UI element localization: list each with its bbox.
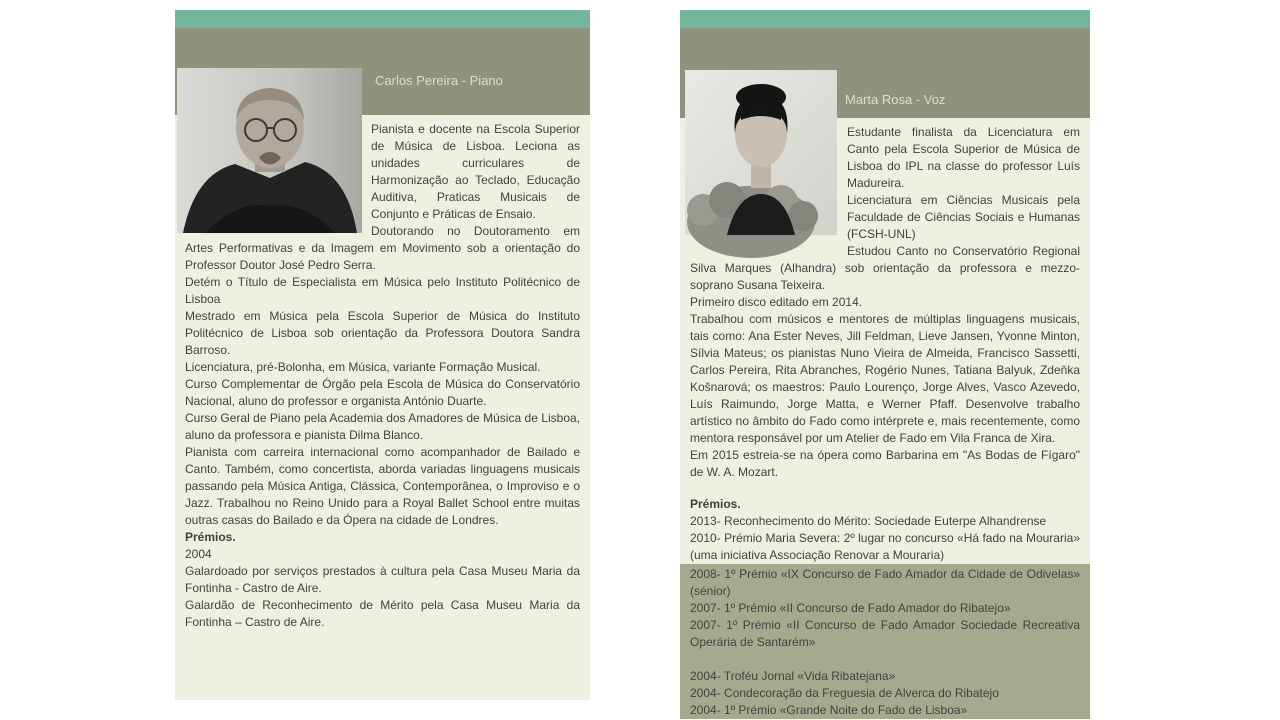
bio-paragraph: Licenciatura, pré-Bolonha, em Música, variante Formação Musical. — [185, 360, 541, 374]
award-line: 2004- 1º Prémio «Grande Noite do Fado de Lisboa» — [690, 703, 968, 717]
award-line: 2007- 1º Prémio «II Concurso de Fado Amador do Ribatejo» — [690, 601, 1011, 615]
award-line: Galardão de Reconhecimento de Mérito pela Casa Museu Maria da Fontinha – Castro de Aire. — [185, 598, 580, 629]
portrait-illustration — [177, 68, 362, 233]
award-line — [690, 651, 1080, 668]
award-line: 2007- 1º Prémio «II Concurso de Fado Amador Sociedade Recreativa Operária de Santarém» — [690, 618, 1080, 649]
bio-paragraph: Estudante finalista da Licenciatura em Canto pela Escola Superior de Música de Lisboa do IPL na classe do professor Luís Madureira. — [847, 125, 1080, 190]
award-line: 2004 — [185, 547, 212, 561]
bio-panel-carlos — [175, 10, 590, 700]
bio-paragraph: Primeiro disco editado em 2014. — [690, 295, 863, 309]
award-line: Galardoado por serviços prestados à cultura pela Casa Museu Maria da Fontinha - Castro de Aire. — [185, 564, 580, 595]
bio-paragraph: Mestrado em Música pela Escola Superior de Música do Instituto Politécnico de Lisboa sob orientação da Professora Doutora Sandra Barroso. — [185, 309, 580, 357]
accent-bar — [175, 10, 590, 28]
bio-paragraph: Pianista com carreira internacional como acompanhador de Bailado e Canto. Também, como concertista, aborda variadas linguagens musicais passando pela Música Antiga, Clássica, Contemporânea, o Improviso e o Jazz. Trabalhou no Reino Unido para a Royal Ballet School entre muitas outras casas do Bailado e da Ópera na cidade de Londres. — [185, 445, 580, 527]
awards-heading: Prémios. — [690, 497, 741, 511]
bio-paragraph: Curso Complementar de Órgão pela Escola de Música do Conservatório Nacional, aluno do professor e organista António Duarte. — [185, 377, 580, 408]
award-line: 2004- Troféu Jornal «Vida Ribatejana» — [690, 669, 896, 683]
marta-rosa-photo — [685, 70, 837, 235]
bio-paragraph: Doutorando no Doutoramento em Artes Performativas e da Imagem em Movimento sob a orientação do Professor Doutor José Pedro Serra. — [185, 224, 580, 272]
highlighted-awards-block — [680, 564, 1090, 719]
bio-paragraph: Pianista e docente na Escola Superior de Música de Lisboa. Leciona as unidades curriculares de Harmonização ao Teclado, Educação Auditiva, Praticas Musicais de Conjunto e Práticas de Ensaio. — [371, 122, 580, 221]
award-line: 2010- Prémio Maria Severa: 2º lugar no concurso «Há fado na Mouraria» (uma iniciativa Associação Renovar a Mouraria) — [690, 531, 1080, 562]
bio-paragraph: Curso Geral de Piano pela Academia dos Amadores de Música de Lisboa, aluno da professora e pianista Dilma Blanco. — [185, 411, 580, 442]
bio-paragraph: Estudou Canto no Conservatório Regional Silva Marques (Alhandra) sob orientação da professora e mezzo-soprano Susana Teixeira. — [690, 244, 1080, 292]
award-line: 2013- Reconhecimento do Mérito: Sociedade Euterpe Alhandrense — [690, 514, 1047, 528]
musician-name: Marta Rosa - Voz — [845, 92, 946, 107]
bio-paragraph: Licenciatura em Ciências Musicais pela Faculdade de Ciências Sociais e Humanas (FCSH-UNL) — [847, 193, 1080, 241]
bio-paragraph: Em 2015 estreia-se na ópera como Barbarina em "As Bodas de Fígaro" de W. A. Mozart. — [690, 448, 1080, 479]
award-line: 2008- 1º Prémio «IX Concurso de Fado Amador da Cidade de Odivelas» (sénior) — [690, 567, 1080, 598]
bio-paragraph: Detém o Título de Especialista em Música pelo Instituto Politécnico de Lisboa — [185, 275, 580, 306]
carlos-pereira-photo — [177, 68, 362, 233]
bio-panel-marta — [680, 10, 1090, 717]
bio-paragraph: Trabalhou com músicos e mentores de múltiplas linguagens musicais, tais como: Ana Ester Neves, Jill Feldman, Lieve Jansen, Yvonne Minton, Sílvia Mateus; os pianistas Nuno Vieira de Almeida, Francisco Sassetti, Carlos Pereira, Rita Abranches, Rogério Nunes, Tatiana Balyuk, Zdeňka Košnarová; os maestros: Paulo Lourenço, Jorge Alves, Vasco Azevedo, Luís Raimundo, Jorge Matta, e Werner Pfaff. Desenvolve trabalho artístico no âmbito do Fado como intérprete e, mais recentemente, como mentora responsável por um Atelier de Fado em Vila Franca de Xira. — [690, 312, 1080, 445]
musician-name: Carlos Pereira - Piano — [375, 73, 503, 88]
portrait-illustration — [685, 70, 837, 235]
blank-line — [690, 481, 1080, 496]
accent-bar — [680, 10, 1090, 28]
awards-heading: Prémios. — [185, 530, 236, 544]
award-line: 2004- Condecoração da Freguesia de Alverca do Ribatejo — [690, 686, 999, 700]
